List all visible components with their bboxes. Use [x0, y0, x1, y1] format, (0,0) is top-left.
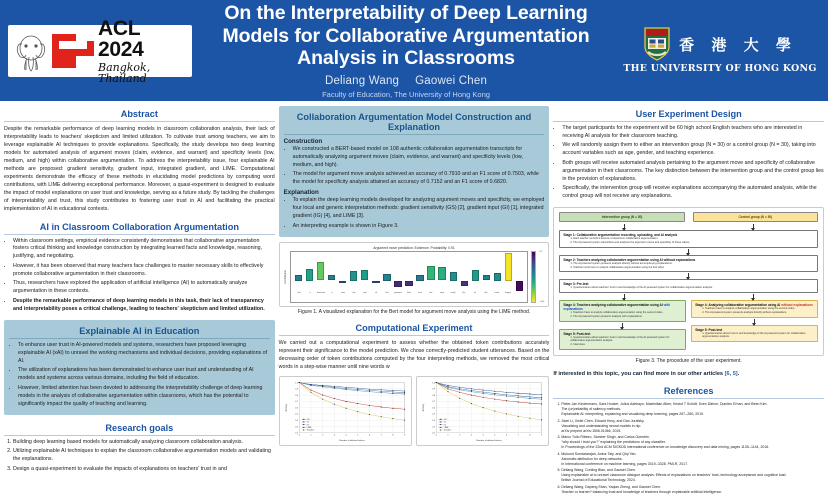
- acl-mark-icon: [52, 34, 94, 68]
- model-construction-title: Collaboration Argumentation Model Construction and Explanation: [284, 109, 545, 135]
- group-chip-control: Control group (N = 30): [693, 212, 818, 222]
- bar: [305, 252, 315, 292]
- user-experiment-section: [553, 106, 824, 202]
- figure2-line-charts: [279, 376, 550, 446]
- bar: [294, 252, 304, 292]
- explanation-bullets: [284, 197, 545, 230]
- reference-authors: Deliang Wang, Dapeng Shan, Yaqian Zheng, and Gaowei Chen.: [561, 484, 661, 489]
- reference-item: [561, 485, 824, 495]
- svg-text:IG: IG: [306, 424, 309, 427]
- stage-line: 2. The AI-powered system presents analysis directly without explanations.: [702, 310, 787, 314]
- svg-text:2: 2: [459, 434, 461, 437]
- bar: [481, 252, 491, 292]
- university-logo: [620, 27, 820, 74]
- list-item: • Within classroom settings, empirical evidence consistently demonstrates that collaborative argumentation fosters critical thinking and knowledge construction by integrating learned facts and knowledge, reasoning, justifying, and negotiating.: [13, 238, 275, 262]
- svg-text:9: 9: [541, 434, 543, 437]
- bar: [393, 252, 403, 292]
- svg-text:3: 3: [333, 434, 335, 437]
- svg-text:0.6: 0.6: [294, 407, 298, 410]
- bar-xtick: the: [297, 291, 301, 294]
- page-title: On the Interpretability of Deep Learning Models for Collaborative Argumentation Analysis in Classrooms: [222, 2, 590, 70]
- svg-text:1: 1: [447, 434, 449, 437]
- svg-text:1.0: 1.0: [294, 382, 298, 385]
- university-name-en: THE UNIVERSITY OF HONG KONG: [623, 63, 817, 74]
- svg-text:0: 0: [435, 434, 437, 437]
- reference-venue: Explainable AI: interpreting, explaining and visualizing deep learning, pages 267--280, 2019.: [561, 412, 704, 417]
- university-name-cn: 香 港 大 學: [679, 35, 797, 54]
- bar-xtick: most: [494, 291, 500, 294]
- bar-xtick: greatest: [394, 291, 402, 294]
- svg-text:4: 4: [482, 434, 484, 437]
- elephant-icon: [14, 30, 48, 72]
- reference-authors: Mukund Sundararajan, Ankur Taly, and Qiqi Yan.: [561, 451, 637, 456]
- flow-stage-2: [559, 255, 818, 273]
- user-experiment-title: User Experiment Design: [553, 106, 824, 122]
- left-column: [4, 106, 275, 472]
- user-experiment-flowchart: [553, 207, 824, 356]
- stage-line: 2. The AI-powered system transcribes and analyzes the argument moves and specificity of these videos.: [570, 241, 691, 245]
- bar: [360, 252, 370, 292]
- svg-text:3: 3: [470, 434, 472, 437]
- reference-venue: In Proceedings of the 22nd ACM SIGKDD international conference on knowledge discovery and data mining, pages 1135--1144, 2016.: [561, 445, 770, 450]
- bar-xtick: it: [309, 291, 311, 294]
- svg-text:LIME: LIME: [443, 427, 449, 430]
- hku-crest-icon: [643, 27, 671, 61]
- xai-education-section: [4, 320, 275, 415]
- svg-text:0.7: 0.7: [294, 401, 298, 404]
- construction-bullets: [284, 146, 545, 187]
- abstract-text: Despite the remarkable performance of deep learning models in classroom collaboration analysis, their lack of interpretability leads to teachers' skepticism and limited utilization. To cultivate trust among teachers, we aim to leverage explainable AI techniques to provide explanations. Specifically, the study develops two deep learning models for automated analysis of argument moves (claim, evidence, and warrant) and specificity levels (low, medium, and high) within collaborative argumentation. To address the interpretability issue, four explainable AI methods are proposed: gradient sensitivity, gradient input, integrated gradient, and LIME. Computational experiments demonstrate the efficacy of these methods in elucidating model predictions by computing word contributions, with LIME delivering exceptional performance. Moreover, a quasi-experiment is designed to evaluate the impact of model explanations on user trust and knowledge, serving as a future study. By tackling the challenges of interpretability and trust, this study contributes to fostering user trust in AI and facilitating the practical implementation of AI in educational contexts.: [4, 126, 275, 213]
- reference-title: Teacher or learner? balancing trust and knowledge of teachers through explainable artificial intelligence.: [561, 489, 723, 494]
- list-item: • The utilization of explanations has been demonstrated to enhance user trust and understanding of AI models and systems across various domains, including the field of education.: [18, 367, 270, 383]
- svg-text:0.5: 0.5: [432, 413, 436, 416]
- reference-title: Axiomatic attribution for deep networks.: [561, 456, 623, 461]
- bar: [503, 252, 513, 292]
- references-title: References: [553, 383, 824, 399]
- flow-branch-intervention: [559, 300, 686, 351]
- stage-line: 2. Interviews: [570, 343, 585, 347]
- bar: [415, 252, 425, 292]
- svg-text:1: 1: [310, 434, 312, 437]
- list-item: • Both groups will receive automated analysis pertaining to the argument move and specificity of collaborative argumentation in their classrooms. The key distinction between the intervention group and the control group lies in the provision of explanations.: [562, 160, 824, 184]
- bar-xtick: because: [316, 291, 326, 294]
- svg-text:GS: GS: [443, 419, 447, 422]
- svg-text:7: 7: [380, 434, 382, 437]
- flow-stage-4-control: [691, 300, 818, 318]
- reference-title: "why should i trust you?" explaining the predictions of any classifier.: [561, 440, 666, 445]
- affiliation-label: Faculty of Education, The University of Hong Kong: [322, 89, 490, 99]
- xai-education-bullets: [9, 342, 270, 409]
- stage-heading: Stage 1: Collaborative argumentation recording, uploading, and AI analysis: [563, 233, 678, 238]
- list-item: • The target participants for the experiment will be 60 high school English teachers who are interested in receiving AI analysis for their classroom teaching.: [562, 125, 824, 141]
- bar: [316, 252, 326, 292]
- svg-text:GS: GS: [306, 419, 310, 422]
- bar: [338, 252, 348, 292]
- bar: [349, 252, 359, 292]
- bar-xtick: [513, 292, 524, 302]
- svg-text:0.5: 0.5: [294, 413, 298, 416]
- list-item: 2. Utilizing explainable AI techniques to explain the classroom collaborative argumentation models and validating the explanations.: [13, 448, 275, 464]
- flow-stage-1: [559, 230, 818, 248]
- svg-text:0.3: 0.3: [294, 426, 298, 429]
- stage-line: 2. Teachers work here to analyze collaborative argumentation using the first video.: [570, 265, 665, 269]
- svg-text:0.4: 0.4: [294, 420, 298, 423]
- flow-arrow-icon: [753, 224, 754, 230]
- explanation-subhead: Explanation: [283, 189, 319, 197]
- construction-subhead: Construction: [283, 138, 323, 145]
- svg-text:0.4: 0.4: [432, 420, 436, 423]
- bar: [470, 252, 480, 292]
- list-item: • Despite the remarkable performance of deep learning models in this task, their lack of transparency and interpretability poses a critical challenge, leading to teachers' skepticism and limited utilization.: [13, 298, 275, 314]
- lime-ylabel: Contribution: [283, 269, 287, 284]
- stage-line: 1. The AI-powered system presents analysis directly without accompanying explanations.: [570, 261, 673, 265]
- svg-text:Number of deleted tokens: Number of deleted tokens: [338, 440, 365, 442]
- stage-heading: Stage 3: Pre-test: [563, 282, 589, 287]
- svg-text:9: 9: [403, 434, 405, 437]
- bar: [327, 252, 337, 292]
- list-item: • Specifically, the intervention group will receive explanations accompanying the automated analysis, while the control group will not receive any explanations.: [562, 185, 824, 201]
- flow-branch-control: [691, 300, 818, 351]
- bar-xtick: the: [352, 291, 356, 294]
- bar-xtick: life: [462, 291, 466, 294]
- svg-text:IG: IG: [443, 424, 446, 427]
- svg-text:6: 6: [368, 434, 370, 437]
- bar-xtick: it: [331, 291, 333, 294]
- computational-experiment-text: We carried out a computational experiment to assess whether the obtained token contributions accurately represent their significance to the model prediction. We chose correctly-predicted student utterances. Based on the decreasing order of token contributions computed by the four interpreting methods, we removed the most critical words in a step-wise manner until nine words w: [278, 339, 550, 371]
- author-list: [198, 75, 614, 87]
- svg-text:6: 6: [505, 434, 508, 437]
- bar-xtick: one: [363, 291, 367, 294]
- svg-text:0.6: 0.6: [432, 407, 436, 410]
- svg-text:Random: Random: [443, 429, 452, 432]
- reference-authors: Jiwei Li, Xinlei Chen, Eduard Hovy, and Dan Jurafsky.: [561, 418, 645, 423]
- svg-text:5: 5: [494, 434, 496, 437]
- flow-arrow-icon: [754, 319, 755, 325]
- bar-xtick: of: [474, 291, 476, 294]
- stage-line: 1. Questionnaires about teachers' trust in and knowledge of the AI-powered system for collaborative argumentation analysis.: [570, 286, 713, 290]
- reference-venue: In International conference on machine learning, pages 3319--3328. PMLR, 2017.: [561, 461, 689, 466]
- stage-line: 1. Teachers have to analyze collaborative argumentation using the second video.: [702, 307, 795, 311]
- flow-arrow-icon: [688, 273, 689, 279]
- bar-xtick: that: [407, 291, 411, 294]
- user-experiment-bullets: [553, 125, 824, 201]
- reference-item: [561, 419, 824, 434]
- bar-xtick: the: [484, 291, 488, 294]
- bar-xtick: of: [375, 291, 377, 294]
- svg-text:LIME: LIME: [306, 427, 312, 430]
- bar-xtick: was: [418, 291, 422, 294]
- other-articles-text: If interested in this topic, you can find more in our other articles: [553, 370, 725, 377]
- author-2: Gaowei Chen: [415, 74, 488, 87]
- bar: [459, 252, 469, 292]
- computational-experiment-section: [279, 320, 550, 371]
- research-goals-title: Research goals: [4, 420, 275, 436]
- list-item: • An interpreting example is shown in Figure 3.: [293, 223, 545, 231]
- figure1-caption: Figure 1. A visualized explanation for the Bert model for argument move analysis using the LIME method.: [297, 308, 531, 315]
- svg-text:0.9: 0.9: [294, 388, 298, 391]
- flow-stage-5-control: [691, 325, 818, 343]
- figure3-caption: Figure 3. The procedure of the user experiment.: [635, 357, 742, 364]
- colorbar-min: -0.04: [539, 300, 545, 303]
- list-item: • However, limited attention has been devoted to addressing the interpretability challenge of deep learning models in the analysis of collaborative argumentation within classrooms, which has the potential to significantly impact the quality of teaching and learning.: [18, 385, 270, 409]
- bar-xtick: early: [450, 291, 456, 294]
- acl-year-label: ACL 2024: [98, 16, 144, 61]
- svg-text:2: 2: [321, 434, 323, 437]
- ai-classroom-bullets: [4, 238, 275, 314]
- bar: [382, 252, 392, 292]
- svg-text:1.0: 1.0: [432, 382, 436, 385]
- figure3-block: [553, 207, 824, 364]
- abstract-title: Abstract: [4, 106, 275, 122]
- svg-text:7: 7: [517, 434, 519, 437]
- svg-text:GI: GI: [306, 421, 309, 424]
- other-articles-note: If interested in this topic, you can find more in our other articles [6, 5].: [553, 370, 740, 377]
- lime-chart-title: Argument move prediction: Evidence. Probability: 0.91: [373, 245, 455, 250]
- list-item: • We will randomly assign them to either an intervention group (N = 30) or a control group (N = 30), taking into account variables such as age, gender, and teaching experience.: [562, 142, 824, 158]
- bar: [404, 252, 414, 292]
- svg-text:Accuracy: Accuracy: [285, 403, 288, 412]
- acl-city-label: Bangkok, Thailand: [98, 60, 151, 85]
- acl-conference-logo: [8, 16, 192, 85]
- flow-arrow-icon: [624, 294, 625, 300]
- flow-arrow-icon: [622, 323, 623, 329]
- lime-bar-chart: [279, 242, 550, 307]
- line-chart-specificity: [416, 376, 549, 446]
- list-item: • We constructed a BERT-based model on 108 authentic collaboration argumentation transcripts for automatically analyzing argument moves (claim, evidence, and warrant) and specificity levels (low, medium, and high).: [293, 146, 545, 170]
- bar: [371, 252, 381, 292]
- title-block: [192, 2, 620, 99]
- flow-stage-4-intervention: [559, 300, 686, 322]
- ai-classroom-title: AI in Classroom Collaboration Argumentation: [4, 219, 275, 235]
- list-item: • Thus, researchers have explored the application of artificial intelligence (AI) to automatically analyze argumentation in these contexts.: [13, 280, 275, 296]
- list-item: 3. Design a quasi-experiment to evaluate the impacts of explanations on teachers' trust in and: [13, 466, 275, 474]
- lime-plot-area: [290, 251, 529, 303]
- stage-heading: Stage 5: Post-test: [695, 327, 723, 332]
- flow-arrow-icon: [688, 249, 689, 255]
- xai-education-title: Explainable AI in Education: [9, 323, 270, 339]
- computational-experiment-title: Computational Experiment: [279, 320, 550, 336]
- reference-venue: British Journal of Educational Technology, 2024.: [561, 478, 636, 483]
- poster-header: [0, 0, 828, 101]
- ai-classroom-section: [4, 219, 275, 315]
- bar: [514, 252, 524, 292]
- right-column: [553, 106, 824, 494]
- bar-xtick: was: [341, 291, 346, 294]
- bar: [437, 252, 447, 292]
- research-goals-list: [4, 439, 275, 474]
- poster-body: [0, 101, 828, 494]
- other-articles-refs[interactable]: [6, 5]: [724, 370, 738, 377]
- flow-stage-5-intervention: [559, 329, 686, 350]
- research-goals-section: [4, 420, 275, 475]
- abstract-section: [4, 106, 275, 214]
- svg-text:0.3: 0.3: [432, 426, 436, 429]
- lime-colorbar: [531, 251, 536, 303]
- svg-text:0.8: 0.8: [294, 395, 298, 397]
- reference-authors: Marco Tulio Ribeiro, Sameer Singh, and Carlos Guestrin.: [561, 435, 650, 440]
- reference-authors: Deliang Wang, Cunling Bian, and Gaowei Chen.: [561, 468, 636, 473]
- colorbar-max: 0.1: [539, 250, 543, 253]
- author-1: Deliang Wang: [324, 74, 400, 87]
- svg-text:0.2: 0.2: [294, 432, 298, 435]
- stage-heading: Stage 5: Post-test: [563, 331, 591, 336]
- bar-xtick: happy: [504, 291, 511, 294]
- svg-text:5: 5: [356, 434, 359, 437]
- svg-text:8: 8: [391, 434, 394, 437]
- bar-xtick: the: [385, 291, 389, 294]
- middle-column: [279, 106, 550, 466]
- bar-xtick: the: [429, 291, 433, 294]
- list-item: • However, it has been observed that many teachers face challenges to master necessary skills to effectively promote collaborative argumentation in their classrooms.: [13, 263, 275, 279]
- reference-item: [561, 452, 824, 467]
- svg-text:Accuracy: Accuracy: [422, 403, 425, 412]
- reference-venue: arXiv preprint arXiv:1506.01066, 2015.: [561, 428, 622, 433]
- svg-text:0.9: 0.9: [432, 388, 436, 391]
- group-chip-intervention: Intervention group (N = 30): [559, 212, 684, 222]
- model-construction-section: [279, 106, 550, 237]
- svg-text:Number of deleted tokens: Number of deleted tokens: [476, 440, 502, 442]
- stage-line: 2. The AI-powered system presents analysis with explanations.: [570, 314, 643, 318]
- flow-arrow-icon: [624, 224, 625, 230]
- bar-xtick: very: [439, 291, 445, 294]
- stage-line: 1. Each teacher records 2 lessons of classroom collaborative argumentation.: [570, 237, 659, 241]
- stage-line: 1. Questionnaires about teachers' trust in and knowledge of the AI-powered system for collaborative argumentation analysis.: [570, 335, 670, 343]
- bar: [448, 252, 458, 292]
- reference-title: Visualizing and understanding neural models in nlp.: [561, 423, 642, 428]
- list-item: • The model for argument move analysis achieved an accuracy of 0.7910 and an F1 score of 0.7503, while the model for specificity analysis attained an accuracy of 0.7152 and an F1 score of 0.6820.: [293, 171, 545, 187]
- stage-heading: Stage 2: Teachers analyzing collaborative argumentation using AI without explanations: [563, 257, 696, 262]
- svg-text:0.7: 0.7: [432, 401, 436, 404]
- reference-item: [561, 402, 824, 417]
- stage-line: 1. Teachers have to analyze collaborative argumentation using the second video.: [570, 311, 664, 315]
- reference-item: [561, 435, 824, 450]
- svg-text:0.8: 0.8: [432, 395, 436, 397]
- svg-text:Random: Random: [306, 429, 315, 432]
- figure1-block: [279, 242, 550, 315]
- list-item: • To enhance user trust in AI-powered models and systems, researchers have proposed leveraging explainable AI (xAI) to unravel the working mechanisms and individual decisions, providing explanations of AI.: [18, 342, 270, 366]
- svg-text:GI: GI: [443, 421, 446, 424]
- bar: [492, 252, 502, 292]
- stage-heading: Stage 4: Teachers analyzing collaborative argumentation using AI with explanations: [563, 303, 670, 312]
- lime-colorbar-labels: [539, 251, 544, 303]
- list-item: • To explain the deep learning models developed for analyzing argument moves and specificity, we employed four local and generic interpretation methods: gradient sensitivity (GS) [2], gradient input (GI) [1], integrated gradient (IG) [4], and LIME [3].: [293, 197, 545, 221]
- references-section: [553, 383, 824, 496]
- references-list: [553, 402, 824, 495]
- stage-heading: Stage 4: Analyzing collaborative argumentation using AI without explanations: [695, 303, 813, 308]
- svg-text:8: 8: [529, 434, 531, 437]
- svg-text:4: 4: [345, 434, 347, 437]
- line-chart-argument-move: [279, 376, 412, 446]
- flow-arrow-icon: [753, 294, 754, 300]
- stage-line: 1. Questionnaires about trust in and knowledge of the AI-powered system for collaborative argumentation analysis.: [702, 331, 806, 339]
- reference-authors: Pieter-Jan Kindermans, Sara Hooker, Julius Adebayo, Maximilian Alber, Kristof T Schütt, Sven Dähne, Dumitru Erhan, and Been Kim.: [561, 401, 768, 406]
- flow-stage-3: [559, 279, 818, 293]
- reference-item: [561, 468, 824, 483]
- svg-text:0.2: 0.2: [432, 432, 436, 435]
- reference-title: Using explainable ai to unravel classroom dialogue analysis: Effects of explanations on teachers' trust, technology acceptance and cognitive load.: [561, 473, 787, 478]
- svg-text:0: 0: [298, 434, 300, 437]
- list-item: 1. Building deep learning based models for automatically analyzing classroom collaboration analysis.: [13, 439, 275, 447]
- reference-title: The (un)reliability of saliency methods.: [561, 407, 622, 411]
- bar: [426, 252, 436, 292]
